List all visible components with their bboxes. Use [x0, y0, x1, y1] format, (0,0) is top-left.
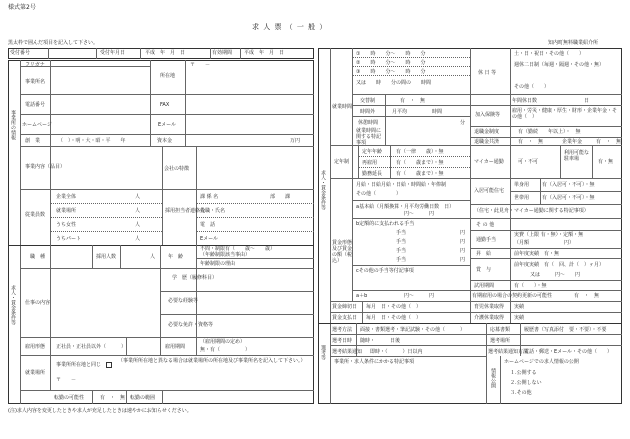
wage-other: その他（ ）	[356, 191, 402, 197]
publish-heading: ホームページでの求人情報の公開	[504, 359, 579, 365]
job-type-label: 職 種	[30, 254, 46, 260]
base-pay-range: 円～ 円	[404, 211, 435, 217]
phone-label: 電話番号	[25, 102, 46, 108]
wage-close-value: 毎月 日・その他（ ）	[366, 304, 422, 310]
email-label: Eメール	[158, 122, 177, 128]
period-value: （雇用期間の定め）	[200, 339, 246, 345]
selection-place-label: 選考場所	[490, 338, 511, 344]
other-pay-label: そ の 他	[476, 222, 495, 228]
single-value: 有（入居可・不可）・無	[542, 182, 595, 188]
base-pay-a: a基本給（月額換算・月平均労働日数 日）	[356, 204, 455, 210]
ab-total-range: 円～ 円	[404, 293, 435, 299]
result-value: 即時・（ ）日以内	[370, 349, 423, 355]
allowance-4: 手当	[396, 257, 407, 263]
selection-method-value: 面接・書類選考・筆記試験・その他（ ）	[360, 327, 466, 333]
workplace-desc: （事業所所在地と異なる場合は就業場所の所在地及び事業所名を記入して下さい。）	[118, 358, 306, 364]
publish-label: 情報公開	[490, 368, 496, 388]
commute-label: 通勤手当	[476, 237, 497, 243]
selection-method-label: 選考方法	[332, 327, 353, 333]
emp-unit: 人	[135, 208, 141, 214]
license-label: 必要な免許・資格等	[168, 322, 214, 328]
workplace-same-note: 事業所所在地と同じ	[56, 362, 102, 368]
holiday-label: 休 日 等	[478, 70, 497, 76]
contact-email: Eメール	[200, 236, 219, 242]
postal-mark: 〒 －	[190, 62, 211, 68]
workplace-postal: 〒 －	[56, 377, 77, 383]
emp-row-female: うち女性	[56, 222, 77, 228]
emp-unit: 人	[135, 194, 141, 200]
allowance-4-yen: 円	[460, 257, 466, 263]
age-label: 年 齢	[168, 254, 184, 260]
required-docs-label: 応募書類	[490, 327, 511, 333]
relocation-value: 有 ・ 無	[100, 395, 126, 401]
emp-row-site: 就業場所	[56, 208, 77, 214]
allowance-1: 手当	[396, 230, 407, 236]
hire-count-label: 採用人数	[96, 254, 117, 260]
retire-age-label: 定年制	[334, 159, 350, 165]
insurance-label: 加入保険等	[475, 112, 501, 118]
break-unit: 分	[460, 120, 466, 126]
capital-unit: 万円	[290, 138, 301, 144]
break-label: 休憩時間	[358, 120, 379, 126]
wage-close-label: 賃金締切日	[332, 304, 358, 310]
receipt-date-value: 平成 年 月 日	[145, 50, 186, 56]
retire-val-rehire: 有（ 歳まで）・無	[396, 160, 444, 166]
wage-pay-value: 毎月 日・その他（ ）	[366, 315, 422, 321]
ab-total-label: a＋b	[356, 293, 368, 299]
retire-row-age: 定年年齢	[362, 149, 383, 155]
retire-val-extend: 有（ 歳まで）・無	[396, 171, 444, 177]
allowance-2: 手当	[396, 239, 407, 245]
holiday-line-1: 土・日・祝日・その他（ ）	[514, 51, 585, 57]
contact-name: 役職・氏名	[200, 208, 226, 214]
section-conditions: 求人・賃金条件等	[320, 170, 326, 210]
bonus-amount: 又は 円～ 円	[530, 272, 581, 278]
capital-label: 資本金	[157, 138, 173, 144]
raise-label: 昇 給	[476, 251, 492, 257]
section-selection: 選考等	[320, 345, 326, 360]
parking-label: 利用可能な駐車場	[564, 150, 590, 162]
form-title: 求 人 票 （ 一 般 ）	[252, 23, 328, 31]
age-reason-label: 年齢制限の理由	[200, 261, 236, 267]
education-label: 学 歴（履修科目）	[172, 275, 218, 281]
hire-unit: 人	[150, 254, 156, 260]
shift-3: ③ 時 分～ 時 分	[356, 69, 426, 75]
single-label: 単身用	[514, 182, 530, 188]
allowance-2-yen: 円	[460, 239, 466, 245]
trial-label: 試用期間	[474, 283, 495, 289]
family-value: 有（入居可・不可）・無	[542, 195, 595, 201]
housing-note: （住宅・此見舟・マイカー通勤に関する特記事項）	[474, 208, 589, 214]
experience-label: 必要な経験等	[168, 298, 199, 304]
shift-system-label: 交替制	[360, 98, 376, 104]
workplace-label: 就業場所	[25, 370, 46, 376]
holiday-line-3: その他（ ）	[514, 84, 550, 90]
hours-special-label: 就業時間に関する特記事項	[356, 128, 382, 146]
emp-unit: 人	[135, 222, 141, 228]
publish-option-1[interactable]: １.公開する	[510, 370, 537, 376]
bonus-value: 前年度実績 有（ 回、計（ ）ヶ月）	[514, 262, 605, 268]
shift-1: ① 時 分～ 時 分	[356, 51, 426, 57]
annual-holiday-unit: 日	[584, 98, 590, 104]
childcare-label: 育児休業取得	[474, 304, 505, 310]
shift-system-value: 有 ・ 無	[400, 98, 426, 104]
wage-label: 賃金形態及び賃金の額（税込）	[332, 240, 353, 264]
fax-label: FAX	[160, 102, 170, 108]
shift-2: ② 時 分～ 時 分	[356, 60, 426, 66]
publish-option-3[interactable]: ３.その他	[510, 390, 532, 396]
holiday-line-2: 週休二日制（毎週・隔週・その他・無）	[514, 62, 605, 68]
other-allowance-c: cその他の手当等付記事項	[356, 268, 414, 274]
founded-label: 創 業	[25, 138, 41, 144]
period-have: 無・有（ ）	[200, 347, 251, 353]
instruction-text: 黒太枠で囲んだ項目を記入して下さい。	[8, 40, 99, 46]
workplace-same-checkbox[interactable]	[106, 362, 112, 368]
wage-type: 月給・日給月給・日給・時間給・年俸制	[356, 182, 447, 188]
wage-pay-label: 賃金支払日	[332, 315, 358, 321]
required-docs-value: 履歴書（写真添付 要・不要）・不要	[524, 327, 607, 333]
mycar-value: 可・不可	[518, 159, 539, 165]
employees-label: 従業員数	[25, 212, 46, 218]
office-name-label: 事業所名	[25, 79, 46, 85]
work-hours-label: 就業時間	[332, 104, 353, 110]
business-label: 事業内容（品目）	[25, 164, 66, 170]
job-content-label: 仕事の内容	[25, 300, 51, 306]
raise-value: 前年度実績 有・無	[514, 251, 560, 257]
nursing-value: 実績	[514, 315, 525, 321]
special-note-label: 事業所・求人条件にかかる特記事項	[334, 359, 415, 365]
left-panel	[8, 60, 314, 404]
childcare-value: 実績	[514, 304, 525, 310]
overtime-label: 時間外	[360, 109, 376, 115]
allowance-1-yen: 円	[460, 230, 466, 236]
furigana-label: フリガナ	[25, 62, 45, 68]
emp-row-part: うちパート	[56, 236, 82, 242]
commute-value: 実費（上限 有・無）・定額・無	[514, 232, 584, 238]
form-number: 様式第2号	[8, 4, 36, 11]
footer-note: (注)求人内容を変更したときや求人が充足したときは速やかにお知らせください。	[8, 408, 192, 414]
nursing-label: 介護休業取得	[474, 315, 505, 321]
period-label: 雇用期間	[165, 344, 186, 350]
insurance-value: 雇用・労災・健康・厚生・財形・企業年金・その他（ ）	[512, 108, 618, 120]
transfer-label: 転勤の範囲	[130, 395, 156, 401]
result-label: 選考結果通知	[332, 349, 363, 355]
annual-holiday-label: 年間休日数	[512, 98, 538, 104]
contact-phone: 電 話	[200, 222, 216, 228]
agency-name: 知内町無料職業紹介所	[548, 40, 599, 46]
pension-label: 企業年金	[562, 139, 583, 145]
family-label: 世帯用	[514, 195, 530, 201]
employment-type-value: 正社員・正社員以外（ ）	[56, 344, 127, 350]
mycar-label: マイカー通勤	[474, 159, 504, 165]
selection-date-label: 選考日時	[332, 338, 353, 344]
bonus-label: 賞 与	[476, 267, 492, 273]
allowance-3: 手当	[396, 248, 407, 254]
pension-value: 有 ・ 無	[596, 139, 622, 145]
receipt-number-label: 受付番号	[10, 50, 31, 56]
retire-fund-label: 退職金制度	[474, 129, 500, 135]
features-label: 会社の特徴	[164, 166, 190, 172]
address-label: 所在地	[160, 73, 176, 79]
commute-monthly: （月額 円）	[514, 240, 575, 246]
validity-value: 平成 年 月 日	[244, 50, 285, 56]
dorm-label: 入居可能住宅	[474, 188, 505, 194]
emp-row-all: 企業全体	[56, 194, 77, 200]
section-job-conditions: 求人・賃金条件等	[10, 285, 16, 325]
emp-unit: 人	[135, 236, 141, 242]
fixed-allowance-b: b定額的に支払われる手当	[356, 221, 415, 227]
publish-option-2[interactable]: ２.公開しない	[510, 380, 542, 386]
founded-value: （ ）・明・大・昭・平 年	[58, 138, 126, 144]
selection-date-value: 随時・ 日後	[360, 338, 401, 344]
notice-method-value: 電話・郵送・Eメール・その他（ ）	[524, 349, 613, 355]
age-sub: （年齢制限該当事由）	[200, 252, 251, 258]
retire-plan-value: 有 ・ 無	[518, 139, 544, 145]
homepage-label: ホームページ	[22, 122, 52, 128]
relocation-label: 転勤の可能性	[54, 395, 85, 401]
shift-4: 又は 時 分の間の 時間	[356, 80, 432, 86]
dept-units: 部 課	[270, 194, 291, 200]
retire-plan-label: 退職金共済	[474, 139, 500, 145]
overtime-value: 月平均 時間	[392, 109, 443, 115]
contact-label: 採用担当者連絡先	[165, 208, 206, 214]
receipt-date-label: 受付年月日	[100, 50, 126, 56]
age-value: 不問・制限有（ 歳～ 歳）	[200, 246, 276, 252]
retire-val-age: 有（一律 歳）・無	[396, 149, 444, 155]
retire-fund-value: 有（勤続 年以上）・ 無	[518, 129, 581, 135]
employment-type-label: 雇用形態	[25, 344, 46, 350]
allowance-3-yen: 円	[460, 248, 466, 254]
validity-label: 有効期間	[212, 50, 233, 56]
retire-row-extend: 勤務延長	[362, 171, 383, 177]
contract-renewal-value: 有 ・ 無	[574, 293, 600, 299]
notice-method-label: 選考結果通知方法	[488, 349, 529, 355]
trial-value: 有（ ）・無	[514, 283, 547, 289]
contact-dept: 課 係 名	[200, 194, 219, 200]
parking-value: 有・無	[598, 159, 614, 165]
retire-row-rehire: 再雇用	[362, 160, 378, 166]
contract-renewal-label: 有期雇用の場合の契約更新の可能性	[472, 293, 553, 299]
section-office-info: 事業所の情報	[10, 110, 16, 140]
